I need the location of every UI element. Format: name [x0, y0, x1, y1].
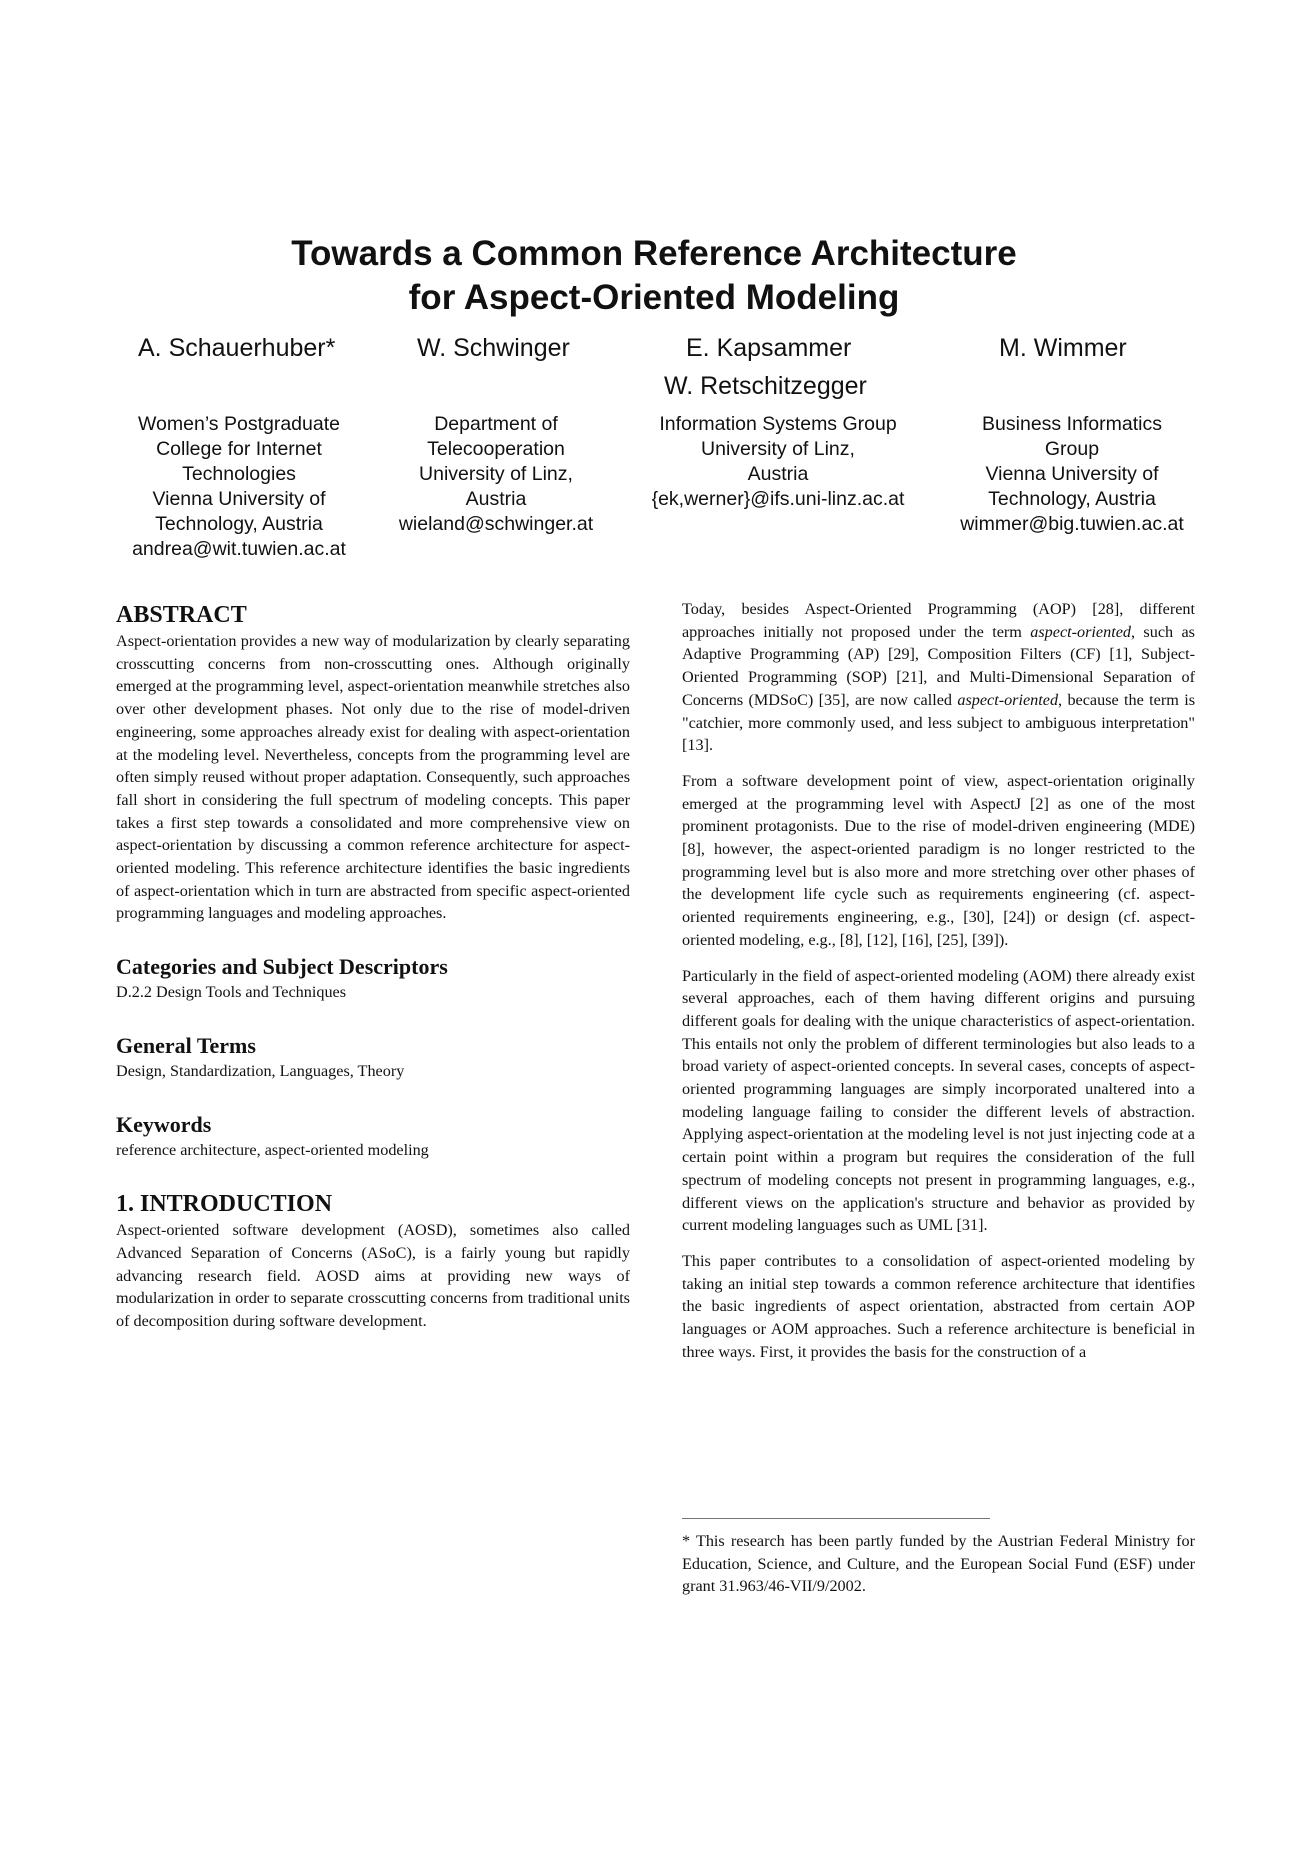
affiliation-wimmer	[932, 412, 1212, 537]
keywords-heading: Keywords	[116, 1111, 212, 1137]
paragraph-text: , such as Adaptive Programming (AP) [29], Composition Filters (CF) [1], Subject-Oriented Programming (SOP) [21], and Multi-Dimensional Separation of Concerns (MDSoC) [35], are now called	[682, 622, 1195, 709]
affiliation-line: College for Internet	[156, 438, 322, 460]
paragraph-contribution: This paper contributes to a consolidation of aspect-oriented modeling by taking an initial step towards a common reference architecture that identifies the basic ingredients of aspect orientation, abstracted from certain AOP languages or AOM approaches. Such a reference architecture is beneficial in three ways. First, it provides the basis for the construction of a	[682, 1251, 1195, 1361]
affiliation-line: Austria	[465, 488, 527, 510]
author-retschitzegger: W. Retschitzegger	[664, 372, 867, 400]
affiliation-line: Business Informatics	[982, 413, 1162, 435]
affiliation-schwinger	[356, 412, 636, 537]
title-line-1: Towards a Common Reference Architecture	[291, 234, 1017, 273]
author-schwinger: W. Schwinger	[417, 334, 570, 362]
affiliation-line: Vienna University of	[152, 488, 326, 510]
affiliation-email: wieland@schwinger.at	[398, 513, 594, 535]
categories-heading: Categories and Subject Descriptors	[116, 954, 448, 980]
paragraph-today	[682, 598, 1195, 757]
keywords-text: reference architecture, aspect-oriented modeling	[116, 1140, 429, 1159]
general-terms-heading: General Terms	[116, 1032, 256, 1058]
emphasis-aspect-oriented: aspect-oriented	[1030, 622, 1131, 641]
affiliation-line: Austria	[747, 463, 809, 485]
affiliation-line: University of Linz,	[419, 463, 573, 485]
affiliation-schauerhuber	[99, 412, 379, 562]
emphasis-aspect-oriented: aspect-oriented	[957, 690, 1059, 709]
affiliation-line: Technology, Austria	[155, 513, 323, 535]
paragraph-text: Today, besides Aspect-Oriented Programming (AOP) [28], different approaches initially not proposed under the term	[682, 600, 1195, 641]
introduction-heading: 1. INTRODUCTION	[116, 1191, 333, 1218]
affiliation-line: Women’s Postgraduate	[138, 413, 340, 435]
affiliation-line: University of Linz,	[701, 438, 855, 460]
abstract-text: Aspect-orientation provides a new way of modularization by clearly separating crosscutting concerns from non-crosscutting ones. Although originally emerged at the programming level, aspect-orientation meanwhile stretches also over other development phases. Not only due to the rise of model-driven engineering, some approaches already exist for dealing with aspect-orientation at the modeling level. Nevertheless, concepts from the programming level are often simply reused without proper adaptation. Consequently, such approaches fall short in considering the full spectrum of modeling concepts. This paper takes a first step towards a consolidated and more comprehensive view on aspect-orientation by discussing a common reference architecture for aspect-oriented modeling. This reference architecture identifies the basic ingredients of aspect-orientation which in turn are abstracted from specific aspect-oriented programming languages and modeling approaches.	[116, 632, 630, 923]
paper-title	[0, 232, 1308, 320]
affiliation-line: Technology, Austria	[988, 488, 1156, 510]
right-column	[682, 598, 1195, 1377]
general-terms-text: Design, Standardization, Languages, Theory	[116, 1061, 405, 1080]
author-schauerhuber: A. Schauerhuber*	[138, 334, 336, 362]
affiliation-email: {ek,werner}@ifs.uni-linz.ac.at	[651, 488, 905, 510]
affiliation-line: Information Systems Group	[659, 413, 897, 435]
author-wimmer: M. Wimmer	[999, 334, 1127, 362]
affiliation-email: wimmer@big.tuwien.ac.at	[960, 513, 1184, 535]
categories-text: D.2.2 Design Tools and Techniques	[116, 983, 347, 1002]
footnote: * This research has been partly funded by the Austrian Federal Ministry for Education, Science, and Culture, and the European Social Fund (ESF) under grant 31.963/46-VII/9/2002.	[682, 1532, 1195, 1596]
footnote-divider	[682, 1518, 990, 1519]
abstract-heading: ABSTRACT	[116, 602, 247, 628]
paragraph-aom: Particularly in the field of aspect-oriented modeling (AOM) there already exist several approaches, each of them having different origins and pursuing different goals for dealing with the unique characteristics of aspect-orientation. This entails not only the problem of different terminologies but also leads to a broad variety of aspect-oriented concepts. In several cases, concepts of aspect-oriented programming languages are simply incorporated unaltered into a modeling language failing to consider the different levels of abstraction. Applying aspect-orientation at the modeling level is not just injecting code at a certain point within a program but requires the consideration of the full spectrum of modeling concepts not present in programming languages, e.g., different views on the application's structure and behavior as provided by current modeling languages such as UML [31].	[682, 966, 1195, 1235]
affiliation-line: Vienna University of	[985, 463, 1159, 485]
introduction-text: Aspect-oriented software development (AOSD), sometimes also called Advanced Separation of Concerns (ASoC), is a fairly young but rapidly advancing research field. AOSD aims at providing new ways of modularization in order to separate crosscutting concerns from traditional units of decomposition during software development.	[116, 1221, 630, 1331]
title-line-2: for Aspect-Oriented Modeling	[408, 278, 900, 317]
affiliation-line: Telecooperation	[427, 438, 565, 460]
affiliation-line: Technologies	[182, 463, 296, 485]
affiliation-kapsammer	[628, 412, 928, 512]
affiliation-email: andrea@wit.tuwien.ac.at	[132, 538, 346, 560]
author-kapsammer: E. Kapsammer	[686, 334, 852, 362]
affiliation-line: Group	[1044, 438, 1100, 460]
paragraph-text: , because the term is "catchier, more commonly used, and less subject to ambiguous interpretation" [13].	[682, 690, 1195, 755]
paragraph-software-development: From a software development point of view, aspect-orientation originally emerged at the programming level with AspectJ [2] as one of the most prominent protagonists. Due to the rise of model-driven engineering (MDE) [8], however, the aspect-oriented paradigm is no longer restricted to the programming level but is also more and more stretching over other phases of the development life cycle such as requirements engineering (cf. aspect-oriented requirements engineering, e.g., [30], [24]) or design (cf. aspect-oriented modeling, e.g., [8], [12], [16], [25], [39]).	[682, 771, 1195, 949]
affiliation-line: Department of	[434, 413, 558, 435]
left-column	[116, 600, 630, 1333]
